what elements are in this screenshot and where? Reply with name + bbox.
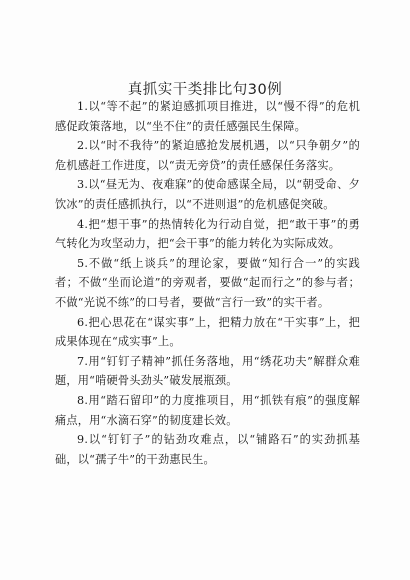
paragraph-2: 2.以“时不我待”的紧迫感抢发展机遇，以“只争朝夕”的危机感赶工作进度，以“责无旁贷”的责任感保任务落实。 — [55, 139, 360, 172]
paragraph-3: 3.以“昼无为、夜难寐”的使命感谋全局，以“朝受命、夕饮冰”的责任感抓执行，以“不进则退”的危机感促突破。 — [55, 178, 360, 211]
paragraph-7: 7.用“钉钉子精神”抓任务落地，用“绣花功夫”解群众难题，用“啃硬骨头劲头”破发展瓶颈。 — [55, 354, 360, 388]
paragraph-5: 5.不做“纸上谈兵”的理论家，要做“知行合一”的实践者；不做“坐而论道”的旁观者，要做“起而行之”的参与者；不做“光说不练”的口号者，要做“言行一致”的实干者。 — [55, 256, 360, 309]
document-title: 真抓实干类排比句30例 — [127, 82, 283, 98]
paragraph-1: 1.以“等不起”的紧迫感抓项目推进，以“慢不得”的危机感促政策落地，以“坐不住”的责任感强民生保障。 — [55, 100, 360, 133]
paragraph-6: 6.把心思花在“谋实事”上，把精力放在“干实事”上，把成果体现在“成实事”上。 — [55, 315, 360, 349]
paragraph-9: 9.以“钉钉子”的钻劲攻难点，以“铺路石”的实劲抓基础，以“孺子牛”的干劲惠民生。 — [55, 433, 360, 466]
paragraph-8: 8.用“踏石留印”的力度推项目，用“抓铁有痕”的强度解痛点，用“水滴石穿”的韧度建长效。 — [55, 393, 360, 427]
paragraph-4: 4.把“想干事”的热情转化为行动自觉，把“敢干事”的勇气转化为攻坚动力，把“会干事”的能力转化为实际成效。 — [55, 217, 360, 251]
document-body — [55, 97, 360, 469]
